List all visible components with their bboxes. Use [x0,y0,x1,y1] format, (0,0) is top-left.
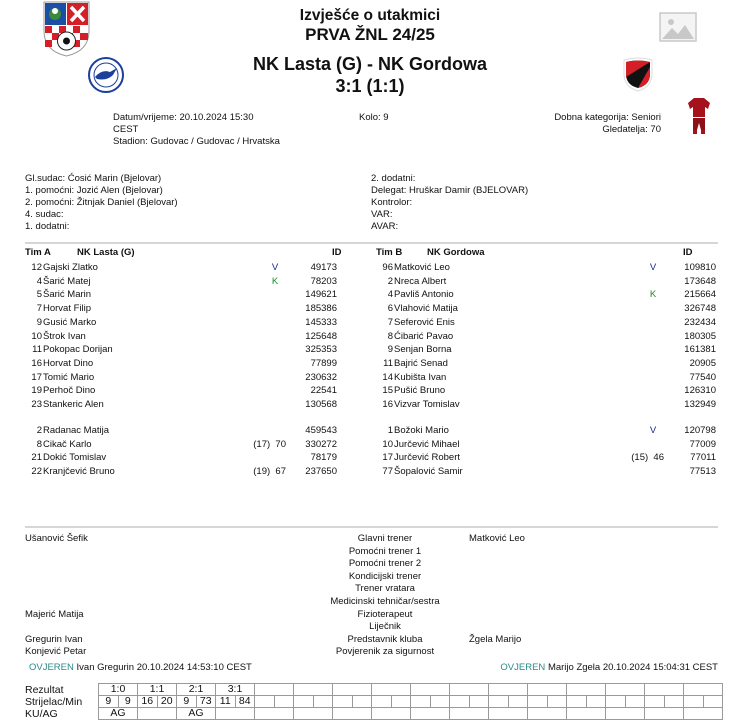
player-number: 5 [36,289,42,301]
staff-role: Kondicijski trener [348,570,422,582]
player-number: 21 [31,452,42,464]
spectators: Gledatelja: 70 [602,124,661,135]
age-category: Dobna kategorija: Seniori [554,112,661,123]
staff-role: Liječnik [369,621,401,633]
player-id: 180305 [684,330,716,342]
player-row [21,316,341,330]
player-id: 326748 [684,303,716,315]
player-row [21,424,341,438]
goal-minute-cell [664,696,684,708]
player-name: Šarić Matej [43,275,91,287]
team-b-name: NK Gordowa [427,247,485,258]
player-row [21,398,341,412]
competition-title: PRVA ŽNL 24/25 [305,25,435,44]
goal-scorer-cell: 9 [177,696,197,708]
goal-type-cell [216,708,255,720]
player-name: Stankeric Alen [43,399,104,410]
staff-role: Pomoćni trener 2 [348,558,422,570]
player-name: Horvat Filip [43,303,92,315]
player-row [372,261,718,275]
goal-score-cell: 1:0 [99,684,138,696]
player-row [372,275,718,289]
match-datetime: Datum/vrijeme: 20.10.2024 15:30 [113,112,254,123]
player-id: 126310 [684,385,716,397]
player-number: 9 [387,344,393,356]
goal-type-cell [411,708,450,720]
player-id: 78179 [310,452,337,464]
player-row [372,438,718,452]
goal-minute-cell [391,696,411,708]
player-number: 17 [31,371,42,383]
player-row [372,398,718,412]
player-row [372,343,718,357]
goal-minute-cell [430,696,450,708]
goal-score-cell [645,684,684,696]
player-number: 8 [36,438,42,450]
player-row [21,451,341,465]
staff-role: Povjerenik za sigurnost [335,646,435,658]
team-b-verification [500,662,718,674]
player-number: 7 [387,316,393,328]
goals-grid [98,683,723,720]
goal-minute-cell: 73 [196,696,216,708]
player-number: 7 [36,303,42,315]
divider [25,242,718,244]
goal-type-cell: AG [177,708,216,720]
player-id: 125648 [305,330,337,342]
team-a-staff-name: Gregurin Ivan [25,633,83,645]
player-name: Radanac Matija [43,425,110,436]
player-row [21,465,341,479]
verified-status: OVJEREN [500,662,546,673]
goals-scorer-row [99,696,723,708]
match-title: NK Lasta (G) - NK Gordowa [252,54,487,74]
player-id: 325353 [305,344,337,356]
player-number: 17 [382,452,393,464]
goal-type-cell [294,708,333,720]
official-line: VAR: [371,209,393,220]
goal-type-cell [372,708,411,720]
player-number: 10 [31,330,42,342]
player-number: 15 [382,385,393,397]
goal-scorer-cell [294,696,314,708]
player-row [372,288,718,302]
player-name: Matković Leo [394,262,450,273]
player-number: 96 [382,262,393,273]
goal-scorer-cell [528,696,548,708]
goal-scorer-cell [606,696,626,708]
player-name: Nreca Albert [394,275,447,287]
substitution-info: (15) 46 [631,452,664,464]
goal-minute-cell [547,696,567,708]
substitution-info: (19) 67 [253,466,286,478]
player-row [372,424,718,438]
player-row [372,465,718,479]
player-id: 77899 [310,357,337,369]
player-number: 8 [387,330,393,342]
official-line: Kontrolor: [371,197,413,208]
player-name: Šarić Marin [43,289,92,301]
player-name: Gajski Zlatko [43,262,98,273]
player-row [21,288,341,302]
player-id: 215664 [684,289,716,301]
goal-scorer-cell [567,696,587,708]
player-id: 161381 [684,344,716,356]
player-number: 77 [382,466,393,478]
player-number: 2 [36,425,42,436]
goal-scorer-cell [372,696,392,708]
player-row [21,302,341,316]
goal-type-cell [489,708,528,720]
verified-by: Marijo Zgela 20.10.2024 15:04:31 CEST [547,662,718,673]
official-line: 4. sudac: [25,209,64,220]
divider [25,526,718,528]
goal-minute-cell [625,696,645,708]
captain-mark: K [271,275,279,287]
player-name: Pavliš Antonio [394,289,454,301]
player-id: 77011 [690,452,716,464]
goal-scorer-cell: 11 [216,696,236,708]
goal-scorer-cell [450,696,470,708]
player-number: 19 [31,385,42,397]
player-name: Seferović Enis [394,316,455,328]
player-name: Ćibarić Pavao [394,330,454,342]
report-title: Izvješće o utakmici [299,7,441,24]
player-number: 16 [382,399,393,410]
goal-minute-cell [274,696,294,708]
player-id: 330272 [305,438,337,450]
goal-minute-cell: 84 [235,696,255,708]
goalkeeper-mark: V [649,425,657,436]
team-b-label: Tim B [376,247,403,258]
goal-minute-cell [352,696,372,708]
goalkeeper-mark: V [271,262,279,273]
player-id: 49173 [310,262,337,273]
player-row [21,384,341,398]
team-a-staff-name: Ušanović Šefik [25,533,88,544]
goal-score-cell [684,684,723,696]
player-row [372,371,718,385]
player-name: Tomić Mario [43,371,95,383]
player-row [372,330,718,344]
player-number: 11 [32,344,42,356]
substitution-info: (17) 70 [253,438,286,450]
player-id: 132949 [684,399,716,410]
goal-score-cell [255,684,294,696]
player-name: Šopalović Samir [394,466,463,478]
goal-type-cell [255,708,294,720]
player-name: Horvat Dino [43,357,94,369]
goal-scorer-cell [684,696,704,708]
goal-type-cell [528,708,567,720]
player-id: 149621 [305,289,337,301]
player-number: 4 [387,289,393,301]
player-name: Kubišta Ivan [394,371,447,383]
player-name: Bajrić Senad [394,357,448,369]
player-name: Jurčević Robert [394,452,460,464]
staff-role: Predstavnik kluba [347,633,423,645]
goal-minute-cell [469,696,489,708]
goal-score-cell [489,684,528,696]
player-row [21,438,341,452]
goal-scorer-cell [333,696,353,708]
player-id: 120798 [684,425,716,436]
player-number: 9 [36,316,42,328]
team-a-verification [29,662,252,674]
player-name: Jurčević Mihael [394,438,460,450]
goal-score-cell [450,684,489,696]
match-round: Kolo: 9 [359,112,389,123]
goal-type-cell [333,708,372,720]
player-row [21,343,341,357]
match-score: 3:1 (1:1) [335,76,405,96]
player-number: 22 [31,466,42,478]
player-id: 77009 [689,438,716,450]
player-number: 6 [387,303,393,315]
player-id: 77513 [689,466,716,478]
goal-scorer-cell [255,696,275,708]
goal-score-cell [372,684,411,696]
official-line: Delegat: Hruškar Damir (BJELOVAR) [371,185,529,196]
red-kit-icon [687,97,711,135]
goal-score-cell [411,684,450,696]
goal-scorer-cell: 9 [99,696,119,708]
player-id: 145333 [305,316,337,328]
verified-status: OVJEREN [29,662,74,673]
player-number: 23 [31,399,42,410]
player-name: Kranjčević Bruno [43,466,115,478]
player-number: 1 [387,425,393,436]
player-id: 130568 [305,399,337,410]
goal-score-cell: 1:1 [138,684,177,696]
player-row [21,275,341,289]
player-number: 4 [36,275,42,287]
player-row [372,316,718,330]
official-line: 2. pomoćni: Žitnjak Daniel (Bjelovar) [25,197,178,208]
goal-minute-cell [586,696,606,708]
team-a-id-header: ID [332,247,342,258]
player-id: 77540 [689,371,716,383]
player-row [372,384,718,398]
goal-score-cell: 3:1 [216,684,255,696]
player-number: 11 [383,357,393,369]
official-line: 1. dodatni: [25,221,70,232]
player-name: Pokopac Dorijan [43,344,113,356]
official-line: AVAR: [371,221,399,232]
team-b-staff-name: Matković Leo [469,533,525,544]
player-row [372,357,718,371]
player-name: Gusić Marko [43,316,97,328]
player-id: 459543 [305,425,337,436]
player-row [372,451,718,465]
match-stadium: Stadion: Gudovac / Gudovac / Hrvatska [113,136,280,147]
official-line: 2. dodatni: [371,173,416,184]
goals-label-result: Rezultat [25,684,64,696]
goal-type-cell [138,708,177,720]
player-number: 14 [382,371,393,383]
goalkeeper-mark: V [649,262,657,273]
team-b-id-header: ID [683,247,693,258]
staff-role: Fizioterapeut [357,608,413,620]
player-number: 2 [387,275,393,287]
verified-by: Ivan Gregurin 20.10.2024 14:53:10 CEST [76,662,252,673]
goals-label-scorer: Strijelac/Min [25,696,83,708]
player-name: Dokić Tomislav [43,452,107,464]
player-id: 78203 [310,275,337,287]
player-row [21,330,341,344]
goal-score-cell [606,684,645,696]
goals-label-type: KU/AG [25,708,58,720]
official-line: 1. pomoćni: Jozić Alen (Bjelovar) [25,185,163,196]
goal-scorer-cell [645,696,665,708]
goal-type-cell [645,708,684,720]
goal-score-cell [333,684,372,696]
staff-role: Medicinski tehničar/sestra [330,596,440,607]
goal-score-cell [567,684,606,696]
player-name: Vizvar Tomislav [394,399,460,410]
player-name: Vlahović Matija [394,303,458,315]
player-id: 173648 [684,275,716,287]
player-row [21,371,341,385]
player-row [21,261,341,275]
player-number: 10 [382,438,393,450]
goals-result-row [99,684,723,696]
team-a-staff-name: Konjević Petar [25,646,87,658]
player-id: 20905 [689,357,716,369]
goal-scorer-cell: 16 [138,696,158,708]
goal-scorer-cell [489,696,509,708]
player-id: 237650 [305,466,337,478]
goal-type-cell [684,708,723,720]
team-a-staff-name: Majerić Matija [25,608,84,620]
player-name: Perhoč Dino [43,385,96,397]
goal-scorer-cell [411,696,431,708]
player-name: Senjan Borna [394,344,452,356]
goals-type-row [99,708,723,720]
player-name: Štrok Ivan [43,330,86,342]
player-id: 185386 [305,303,337,315]
player-id: 232434 [684,316,716,328]
goal-score-cell: 2:1 [177,684,216,696]
goal-minute-cell [508,696,528,708]
match-timezone: CEST [113,124,139,135]
player-id: 22541 [310,385,337,397]
team-a-name: NK Lasta (G) [77,247,135,258]
player-row [372,302,718,316]
player-name: Cikač Karlo [43,438,92,450]
goal-minute-cell [703,696,723,708]
player-row [21,357,341,371]
captain-mark: K [649,289,657,301]
team-a-label: Tim A [25,247,51,258]
player-name: Božoki Mario [394,425,449,436]
goal-type-cell [567,708,606,720]
goal-score-cell [294,684,333,696]
team-b-staff-name: Žgela Marijo [469,633,522,645]
goal-minute-cell [313,696,333,708]
goal-type-cell [606,708,645,720]
player-name: Pušić Bruno [394,385,446,397]
goal-type-cell [450,708,489,720]
official-line: Gl.sudac: Ćosić Marin (Bjelovar) [25,173,162,184]
goal-minute-cell: 20 [157,696,177,708]
player-id: 109810 [684,262,716,273]
goal-minute-cell: 9 [118,696,138,708]
player-number: 16 [31,357,42,369]
goal-score-cell [528,684,567,696]
player-id: 230632 [305,371,337,383]
player-number: 12 [31,262,42,273]
goal-type-cell: AG [99,708,138,720]
staff-role: Pomoćni trener 1 [348,545,422,557]
staff-role: Trener vratara [355,583,415,595]
staff-role: Glavni trener [357,533,413,544]
